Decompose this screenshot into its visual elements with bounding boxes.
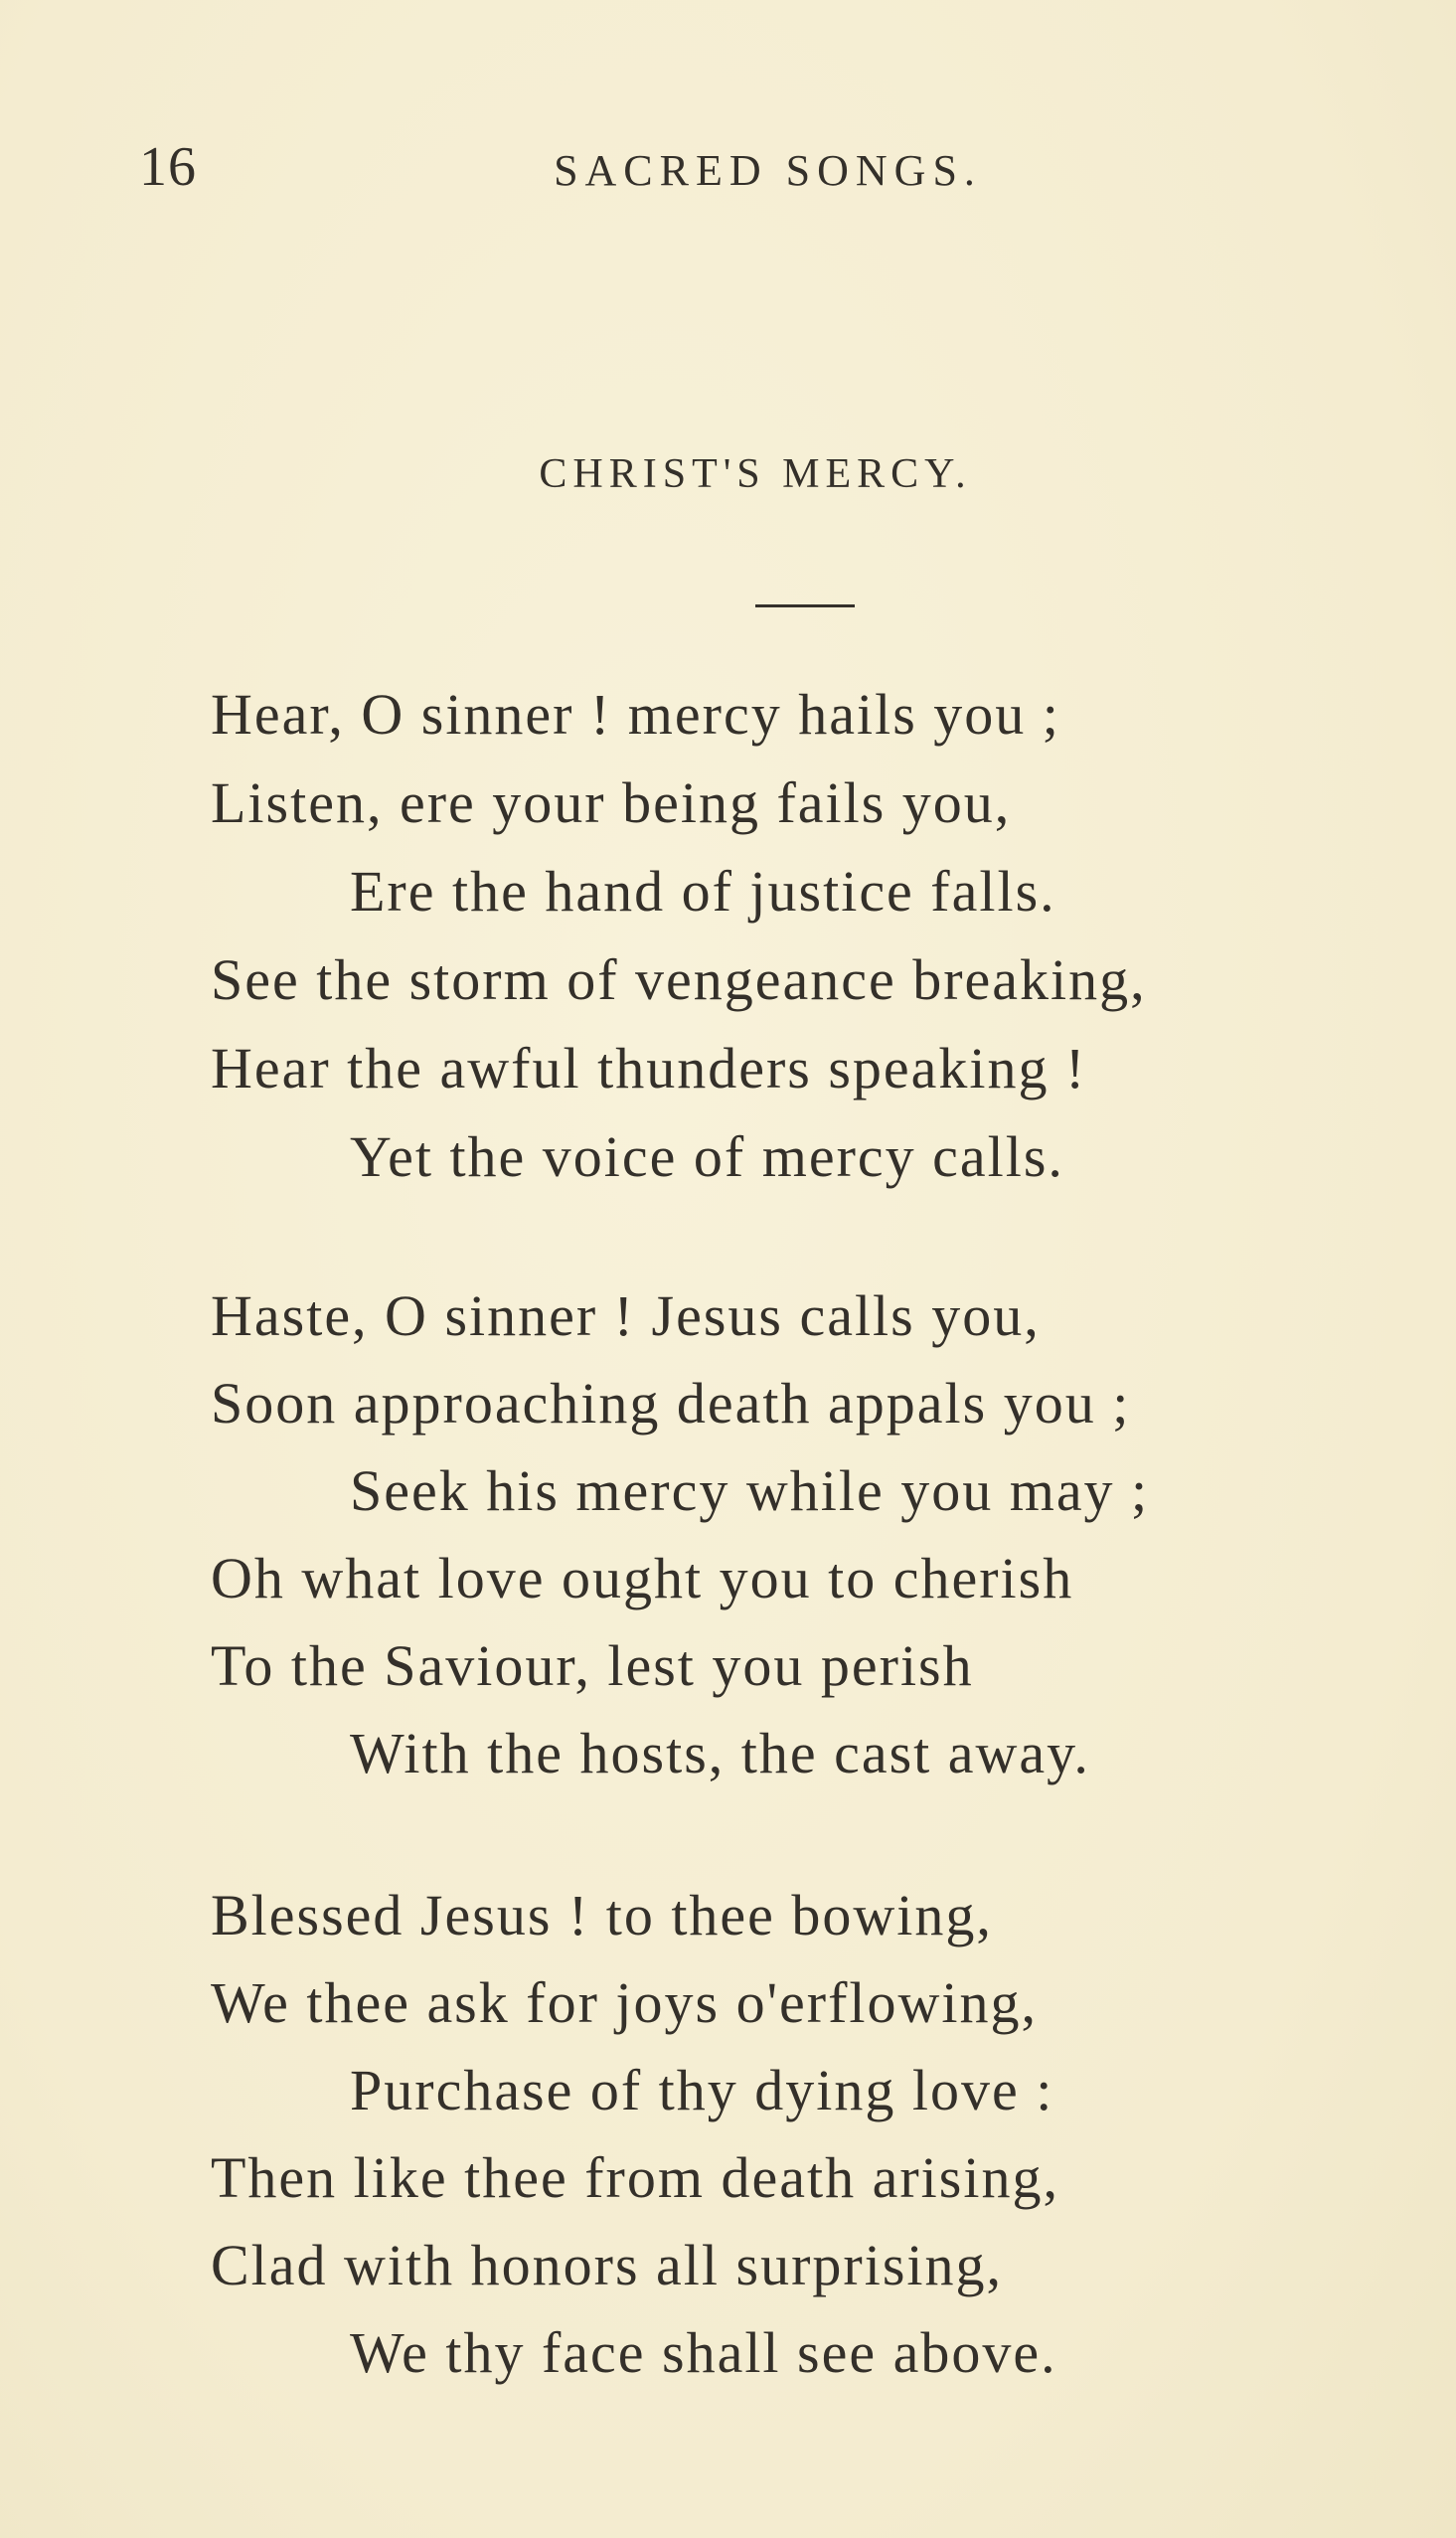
poem-line: We thy face shall see above. — [350, 2320, 1057, 2385]
title-divider — [755, 604, 855, 607]
poem-line: Ere the hand of justice falls. — [350, 859, 1056, 924]
poem-line: To the Saviour, lest you perish — [211, 1633, 974, 1698]
poem-line: See the storm of vengeance breaking, — [211, 947, 1147, 1012]
poem-line: Clad with honors all surprising, — [211, 2233, 1004, 2297]
poem-line: Haste, O sinner ! Jesus calls you, — [211, 1283, 1041, 1348]
poem-line: Purchase of thy dying love : — [350, 2058, 1054, 2122]
poem-line: Oh what love ought you to cherish — [211, 1546, 1074, 1610]
poem-line: We thee ask for joys o'erflowing, — [211, 1970, 1039, 2035]
poem-line: Then like thee from death arising, — [211, 2145, 1059, 2210]
poem-line: Soon approaching death appals you ; — [211, 1371, 1131, 1436]
poem-title: CHRIST'S MERCY. — [539, 451, 972, 497]
poem-line: Seek his mercy while you may ; — [350, 1458, 1150, 1523]
poem-line: With the hosts, the cast away. — [350, 1721, 1090, 1785]
poem-line: Hear, O sinner ! mercy hails you ; — [211, 682, 1060, 747]
running-head: SACRED SONGS. — [554, 146, 982, 195]
page-number: 16 — [139, 136, 197, 198]
poem-line: Listen, ere your being fails you, — [211, 770, 1012, 835]
poem-line: Blessed Jesus ! to thee bowing, — [211, 1883, 993, 1947]
poem-line: Yet the voice of mercy calls. — [350, 1124, 1064, 1189]
poem-line: Hear the awful thunders speaking ! — [211, 1036, 1087, 1100]
